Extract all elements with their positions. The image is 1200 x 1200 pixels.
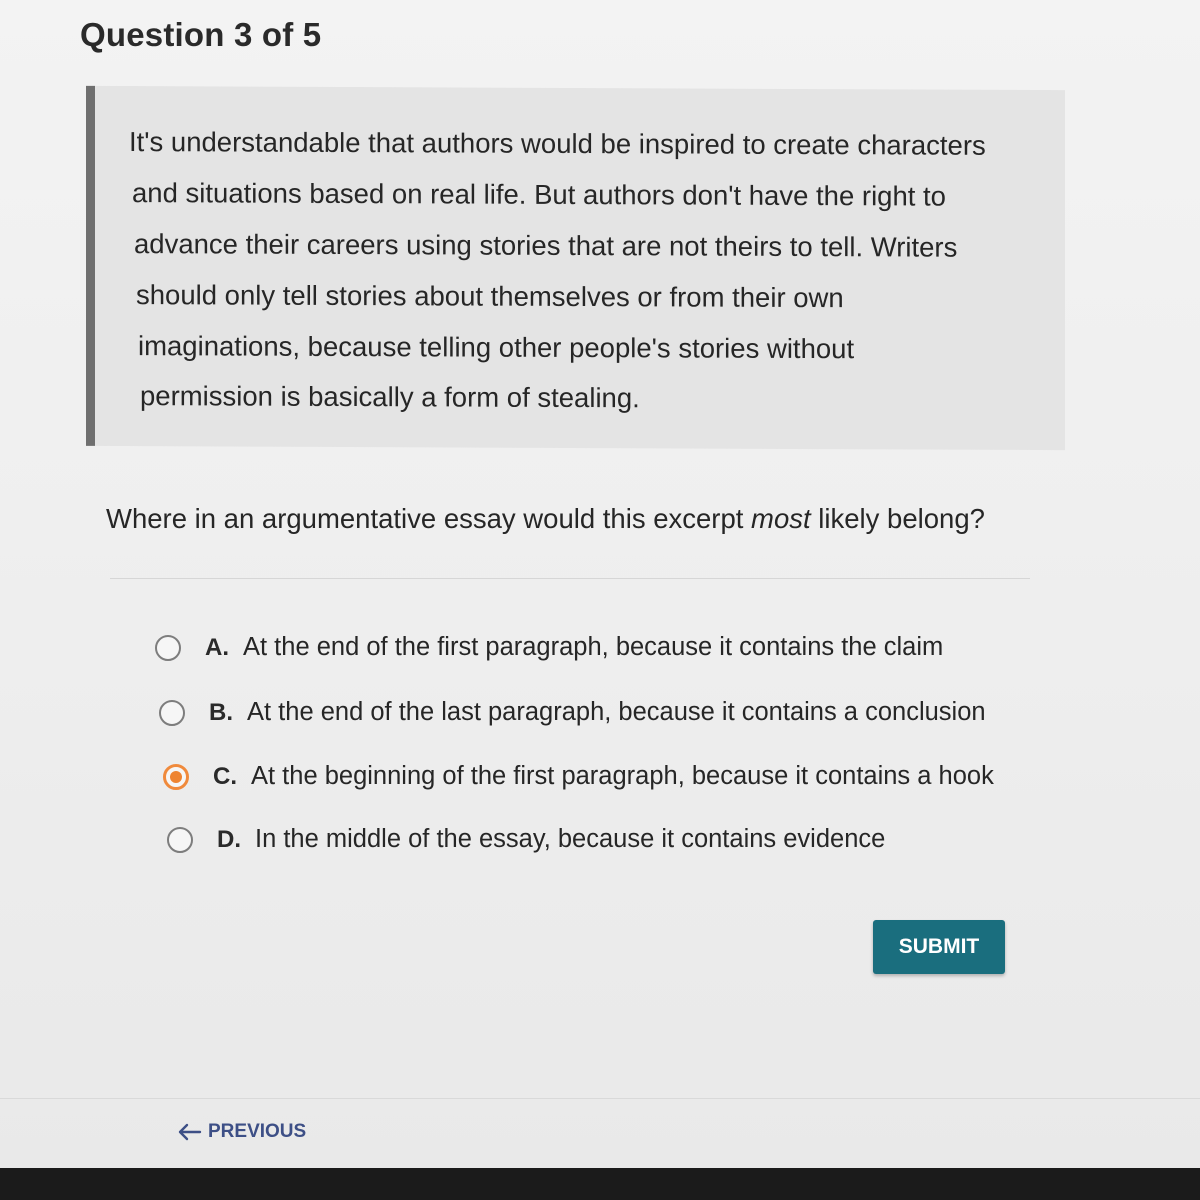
passage-line: should only tell stories about themselves or from their own <box>136 279 844 314</box>
passage-line: advance their careers using stories that are not theirs to tell. Writers <box>134 228 958 263</box>
passage-line: imaginations, because telling other people's stories without <box>138 330 855 365</box>
answer-option-c[interactable] <box>163 762 994 791</box>
question-counter: Question 3 of 5 <box>80 16 322 53</box>
divider <box>110 578 1030 579</box>
previous-button[interactable] <box>176 1121 306 1143</box>
option-letter: B. <box>209 698 233 726</box>
passage-line: permission is basically a form of stealing. <box>140 380 640 414</box>
previous-label: PREVIOUS <box>208 1121 307 1142</box>
prompt-text-end: likely belong? <box>810 503 985 534</box>
option-text: At the end of the first paragraph, because it contains the claim <box>243 633 944 661</box>
passage-line: It's understandable that authors would be inspired to create characters <box>129 126 986 161</box>
option-text: In the middle of the essay, because it contains evidence <box>255 825 886 853</box>
submit-button[interactable]: SUBMIT <box>873 920 1005 974</box>
radio-button[interactable] <box>167 827 193 853</box>
radio-button[interactable] <box>159 700 185 726</box>
question-prompt <box>106 503 985 535</box>
option-text: At the beginning of the first paragraph, because it contains a hook <box>251 762 994 790</box>
footer-divider <box>0 1098 1200 1099</box>
option-letter: C. <box>213 762 237 790</box>
answer-option-d[interactable] <box>167 825 885 854</box>
excerpt-passage <box>86 86 1065 450</box>
option-text: At the end of the last paragraph, because it contains a conclusion <box>247 698 986 726</box>
prompt-text-start: Where in an argumentative essay would this excerpt <box>106 503 752 534</box>
radio-button-selected[interactable] <box>163 764 189 790</box>
passage-line: and situations based on real life. But authors don't have the right to <box>132 177 946 212</box>
answer-option-a[interactable] <box>155 633 943 662</box>
answer-option-b[interactable] <box>159 698 986 727</box>
prompt-emphasis: most <box>751 503 811 534</box>
radio-button[interactable] <box>155 635 181 661</box>
option-letter: D. <box>217 825 241 853</box>
arrow-left-icon <box>176 1122 202 1142</box>
option-letter: A. <box>205 633 229 661</box>
